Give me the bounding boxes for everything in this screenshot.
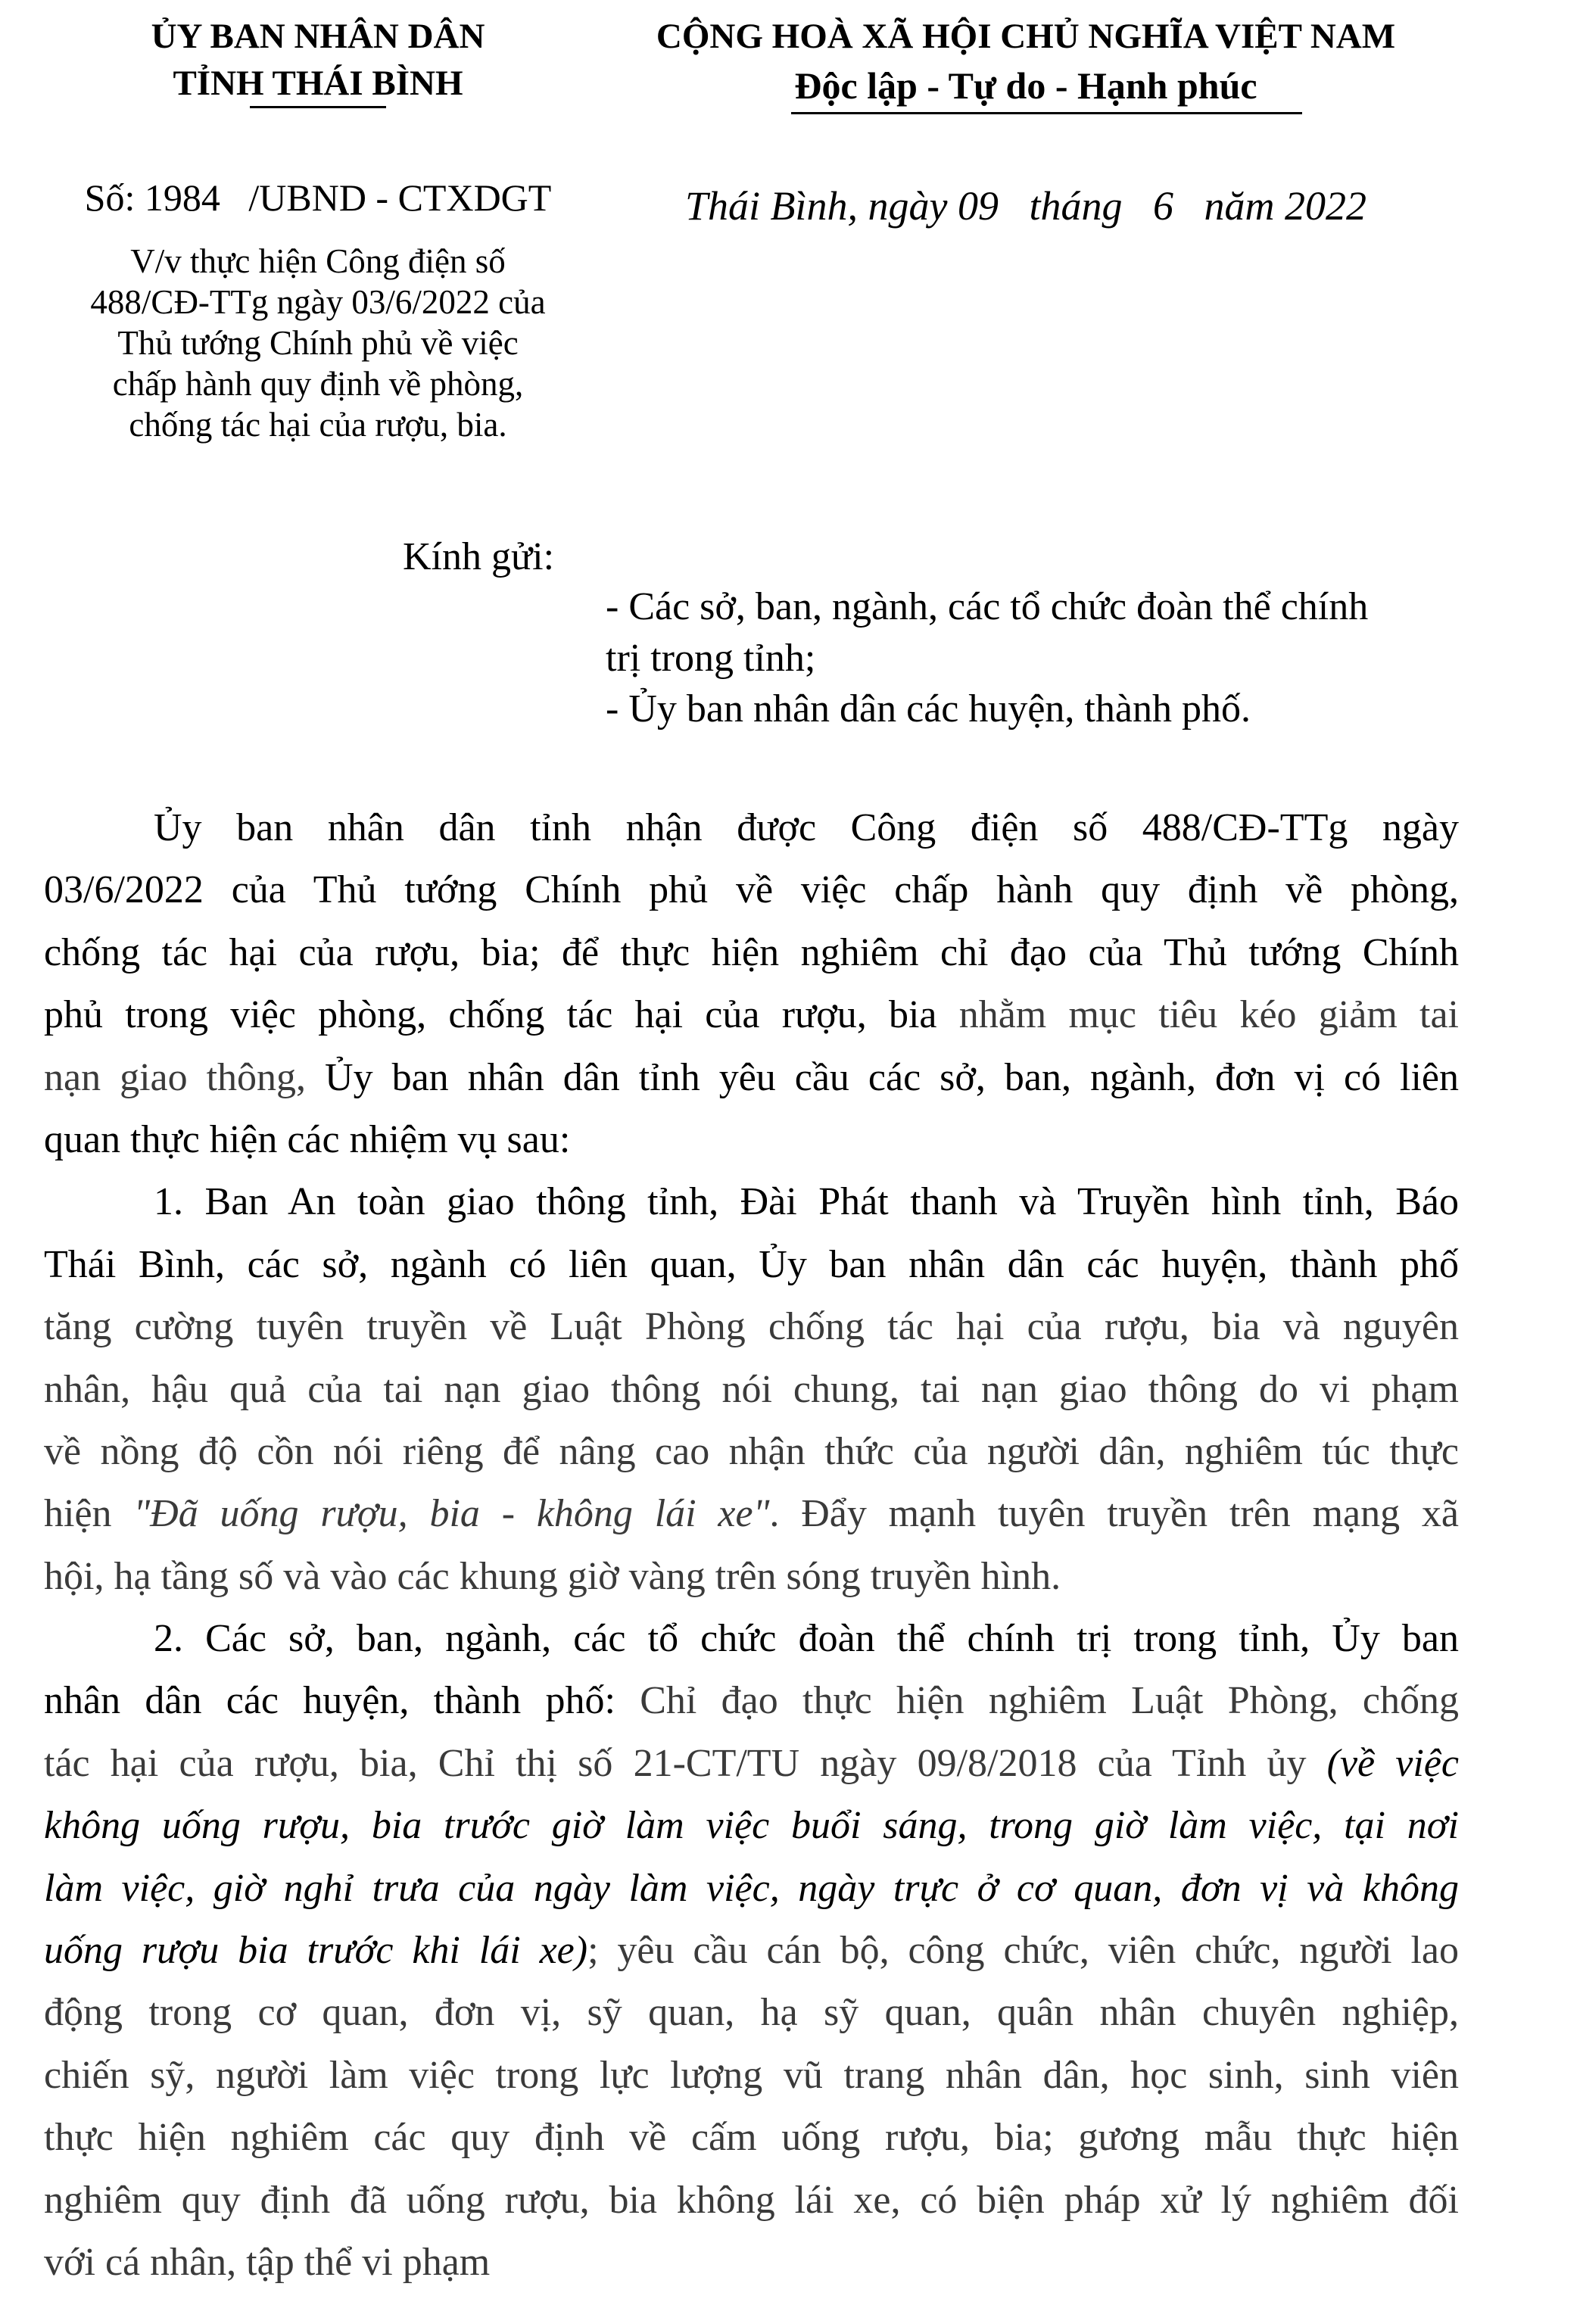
body-line (44, 1546, 1459, 1608)
text-segment: uống rượu bia trước khi lái xe) (44, 1929, 588, 1973)
subject-line: chống tác hại của rượu, bia. (129, 406, 507, 444)
document-number: Số: 1984 /UBND - CTXDGT (84, 176, 552, 219)
text-segment: (về việc (1326, 1741, 1459, 1785)
text-segment: ; yêu cầu cán bộ, công chức, viên chức, người lao (587, 1929, 1459, 1973)
text-segment: Ủy ban nhân dân tỉnh nhận được Công điện số 488/CĐ-TTg ngày (154, 806, 1459, 849)
text-segment: tác hại của rượu, bia, Chỉ thị số 21-CT/TU ngày 09/8/2018 của Tỉnh ủy (44, 1741, 1327, 1785)
body-line (44, 1296, 1459, 1358)
addressee-item: - Ủy ban nhân dân các huyện, thành phố. (606, 687, 1251, 731)
body-line (44, 1670, 1459, 1732)
text-segment: động trong cơ quan, đơn vị, sỹ quan, hạ sỹ quan, quân nhân chuyên nghiệp, (44, 1991, 1459, 2035)
text-segment: nhằm mục tiêu kéo giảm tai (958, 993, 1459, 1037)
body-line (44, 984, 1459, 1046)
body-line (44, 1171, 1459, 1233)
text-segment: Thái Bình, các sở, ngành có liên quan, Ủy ban nhân dân các huyện, thành phố (44, 1242, 1459, 1286)
text-segment: phủ trong việc phòng, chống tác hại của rượu, bia (44, 993, 959, 1037)
document-body (44, 797, 1459, 2294)
motto-underline (791, 112, 1302, 114)
subject-line: chấp hành quy định về phòng, (112, 365, 524, 403)
text-segment: Ủy ban nhân dân tỉnh yêu cầu các sở, ban, ngành, đơn vị có liên (306, 1055, 1459, 1099)
text-segment: về nồng độ cồn nói riêng để nâng cao nhận thức của người dân, nghiêm túc thực (44, 1429, 1459, 1473)
text-segment: chiến sỹ, người làm việc trong lực lượng vũ trang nhân dân, học sinh, sinh viên (44, 2053, 1459, 2097)
text-segment: hội, hạ tầng số và vào các khung giờ vàng trên sóng truyền hình. (44, 1554, 1061, 1598)
text-segment: 1. Ban An toàn giao thông tỉnh, Đài Phát thanh và Truyền hình tỉnh, Báo (154, 1180, 1459, 1224)
addressee-label: Kính gửi: (403, 535, 555, 578)
body-line (44, 859, 1459, 921)
body-line (44, 1359, 1459, 1421)
body-line (44, 2107, 1459, 2169)
country-name: CỘNG HOÀ XÃ HỘI CHỦ NGHĨA VIỆT NAM (656, 17, 1396, 56)
text-segment: 2. Các sở, ban, ngành, các tổ chức đoàn thể chính trị trong tỉnh, Ủy ban (154, 1617, 1459, 1661)
body-line (44, 2232, 1459, 2294)
body-line (44, 922, 1459, 984)
text-segment: nạn giao thông, (44, 1055, 307, 1099)
document-date: Thái Bình, ngày 09 tháng 6 năm 2022 (685, 183, 1366, 229)
subject-block (68, 241, 568, 445)
text-segment: làm việc, giờ nghỉ trưa của ngày làm việc, ngày trực ở cơ quan, đơn vị và không (44, 1866, 1459, 1910)
body-line (44, 1234, 1459, 1296)
national-motto: Độc lập - Tự do - Hạnh phúc (794, 64, 1257, 107)
issuer-name-line1: ỦY BAN NHÂN DÂN (151, 17, 485, 56)
body-line (44, 1733, 1459, 1795)
text-segment: tăng cường tuyên truyền về Luật Phòng chống tác hại của rượu, bia và nguyên (44, 1305, 1459, 1349)
text-segment: Chỉ đạo thực hiện nghiêm Luật Phòng, chống (640, 1679, 1459, 1723)
subject-line: 488/CĐ-TTg ngày 03/6/2022 của (90, 283, 546, 321)
body-line (44, 2170, 1459, 2232)
text-segment: nhân dân các huyện, thành phố: (44, 1679, 640, 1723)
body-line (44, 1109, 1459, 1171)
issuer-underline (250, 106, 386, 108)
text-segment: 03/6/2022 của Thủ tướng Chính phủ về việc chấp hành quy định về phòng, (44, 868, 1459, 912)
text-segment: nghiêm quy định đã uống rượu, bia không lái xe, có biện pháp xử lý nghiêm đối (44, 2178, 1459, 2222)
text-segment: với cá nhân, tập thể vi phạm (44, 2240, 491, 2284)
body-line (44, 1421, 1459, 1483)
issuer-name-line2: TỈNH THÁI BÌNH (173, 64, 463, 103)
text-segment: quan thực hiện các nhiệm vụ sau: (44, 1117, 571, 1161)
text-segment: chống tác hại của rượu, bia; để thực hiện nghiêm chỉ đạo của Thủ tướng Chính (44, 930, 1459, 974)
body-line (44, 2045, 1459, 2107)
text-segment: không uống rượu, bia trước giờ làm việc buổi sáng, trong giờ làm việc, tại nơi (44, 1804, 1459, 1848)
body-line (44, 1858, 1459, 1920)
text-segment: nhân, hậu quả của tai nạn giao thông nói chung, tai nạn giao thông do vi phạm (44, 1367, 1459, 1411)
addressee-item: trị trong tỉnh; (606, 636, 816, 680)
body-line (44, 1920, 1459, 1982)
text-segment: thực hiện nghiêm các quy định về cấm uống rượu, bia; gương mẫu thực hiện (44, 2116, 1459, 2160)
text-segment: "Đã uống rượu, bia - không lái xe" (133, 1492, 770, 1536)
subject-line: V/v thực hiện Công điện số (130, 242, 506, 280)
body-line (44, 1795, 1459, 1857)
body-line (44, 1982, 1459, 2044)
body-line (44, 797, 1459, 859)
text-segment: . Đẩy mạnh tuyên truyền trên mạng xã (769, 1492, 1459, 1536)
text-segment: hiện (44, 1492, 134, 1536)
body-line (44, 1483, 1459, 1545)
body-line (44, 1608, 1459, 1670)
subject-line: Thủ tướng Chính phủ về việc (117, 324, 519, 362)
body-line (44, 1047, 1459, 1109)
addressee-item: - Các sở, ban, ngành, các tổ chức đoàn thể chính (606, 585, 1369, 628)
